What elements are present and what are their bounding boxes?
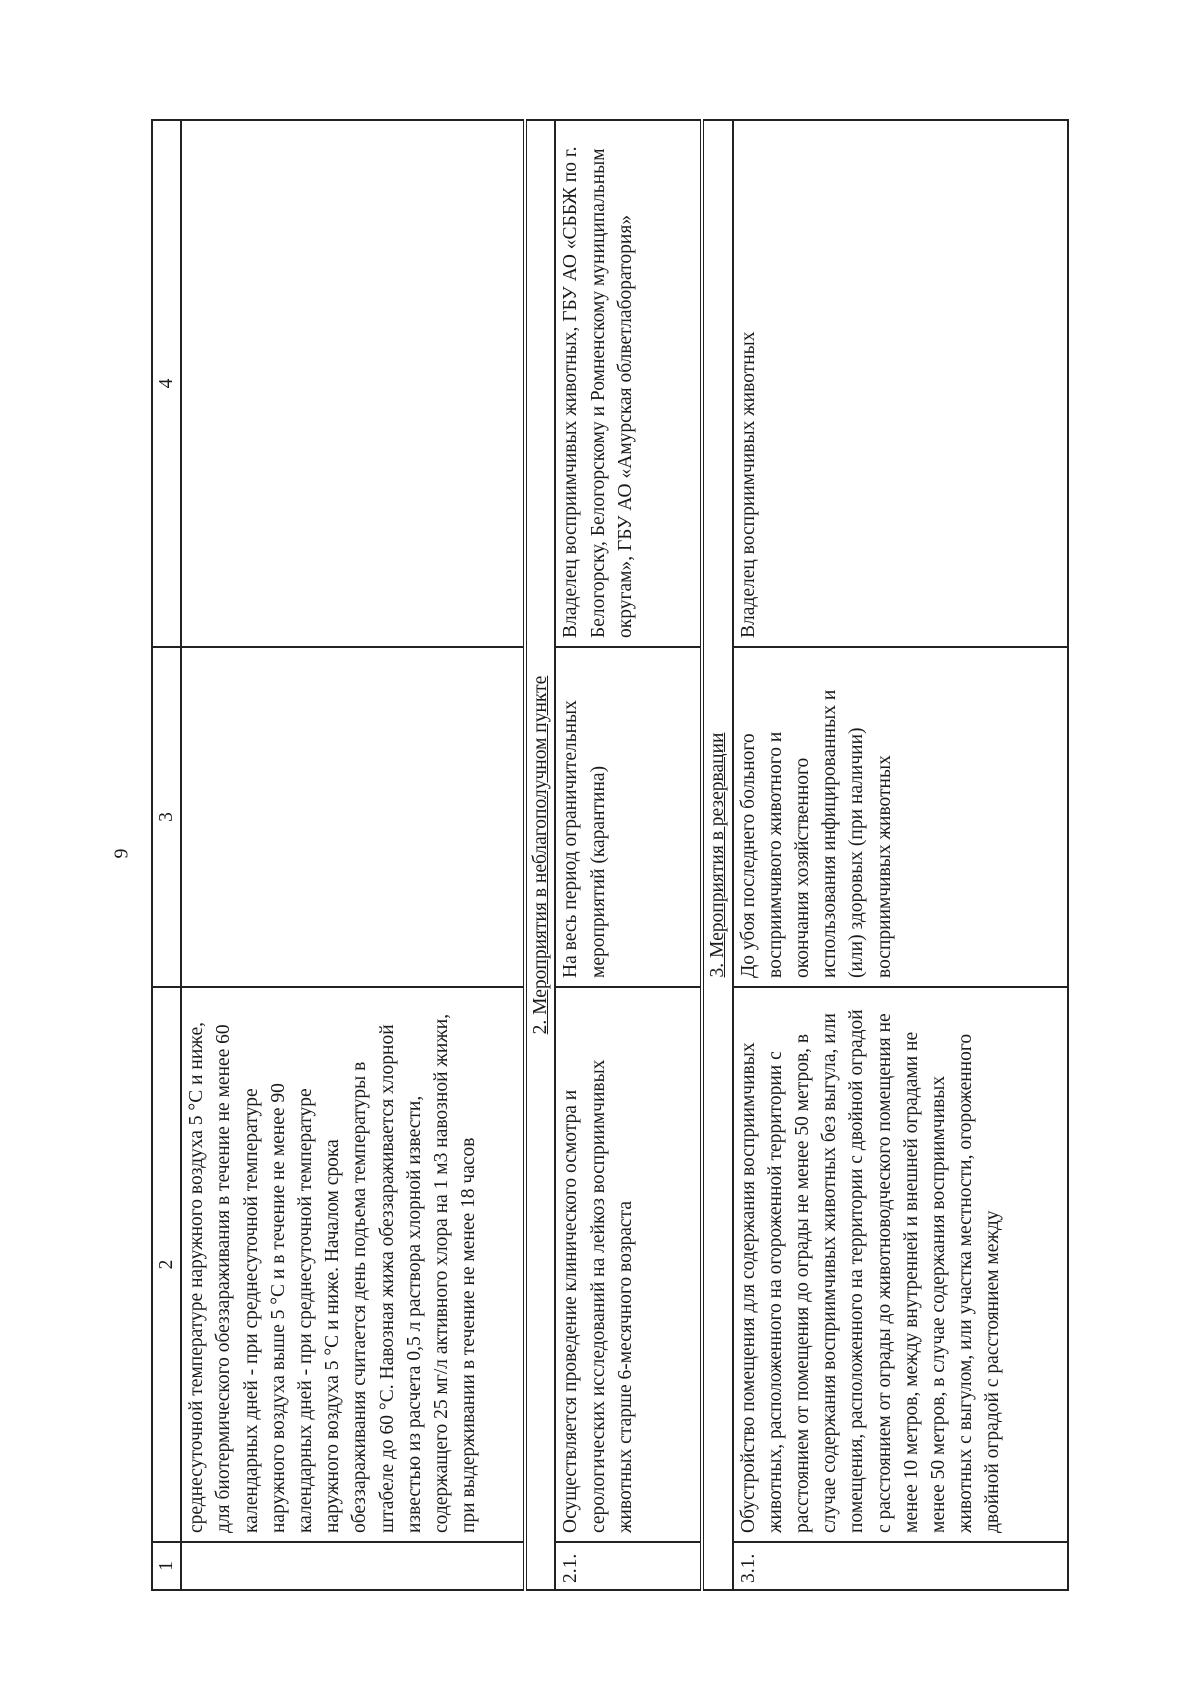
rotated-table-container (151, 121, 1087, 1591)
cell-measure: Осуществляется проведение клинического осмотра и серологических исследований на лейкоз восприимчивых животных старше 6-месячного возраста (555, 987, 702, 1542)
cell-measure: Обустройство помещения для содержания восприимчивых животных, расположенного на огороженной территории с расстоянием от помещения до ограды не менее 50 метров, в случае содержания восприимчивых животных без выгула, или помещения, расположенного на территории с двойной оградой с расстоянием от ограды до животноводческого помещения не менее 10 метров, между внутренней и внешней оградами не менее 50 метров, в случае содержания восприимчивых животных с выгулом, или участка местности, огороженного двойной оградой с расстоянием между (733, 987, 1068, 1542)
cell-term: До убоя последнего больного восприимчивого животного и окончания хозяйственного использования инфицированных и (или) здоровых (при наличии) восприимчивых животных (733, 647, 1068, 987)
header-col-2: 2 (152, 987, 181, 1542)
section-3-title (702, 120, 732, 1590)
section-2-title-text: 2. Мероприятия в неблагополучном пункте (530, 675, 552, 1035)
table-row-3-1 (733, 120, 1068, 1590)
table-row-continued (181, 120, 525, 1590)
table-row-2-1 (555, 120, 702, 1590)
section-2-title (525, 120, 555, 1590)
cell-term: На весь период ограничительных мероприятий (карантина) (555, 647, 702, 987)
cell-number: 3.1. (733, 1542, 1068, 1590)
table-header-row (152, 120, 181, 1590)
cell-responsible: Владелец восприимчивых животных (733, 120, 1068, 647)
header-col-3: 3 (152, 647, 181, 987)
cell-number: 2.1. (555, 1542, 702, 1590)
cell-responsible (181, 120, 525, 647)
page-number: 9 (110, 848, 133, 859)
table-wrapper (151, 121, 1087, 1591)
header-col-1: 1 (152, 1542, 181, 1590)
section-3-row (702, 120, 732, 1590)
cell-number (181, 1542, 525, 1590)
section-3-title-text: 3. Мероприятия в резервации (707, 732, 729, 978)
cell-measure: среднесуточной температуре наружного воздуха 5 °С и ниже, для биотермического обеззараживания в течение не менее 60 календарных дней - при среднесуточной температуре наружного воздуха выше 5 °С и в течение не менее 90 календарных дней - при среднесуточной температуре наружного воздуха 5 °С и ниже. Началом срока обеззараживания считается день подъема температуры в штабеле до 60 °С. Навозная жижа обеззараживается хлорной известью из расчета 0,5 л раствора хлорной извести, содержащего 25 мг/л активного хлора на 1 м3 навозной жижи, при выдерживании в течение не менее 18 часов (181, 987, 525, 1542)
cell-responsible: Владелец восприимчивых животных, ГБУ АО «СББЖ по г. Белогорску, Белогорскому и Ромненскому муниципальным округам», ГБУ АО «Амурская облветлаборатория» (555, 120, 702, 647)
cell-term (181, 647, 525, 987)
header-col-4: 4 (152, 120, 181, 647)
measures-table (151, 119, 1069, 1591)
section-2-row (525, 120, 555, 1590)
